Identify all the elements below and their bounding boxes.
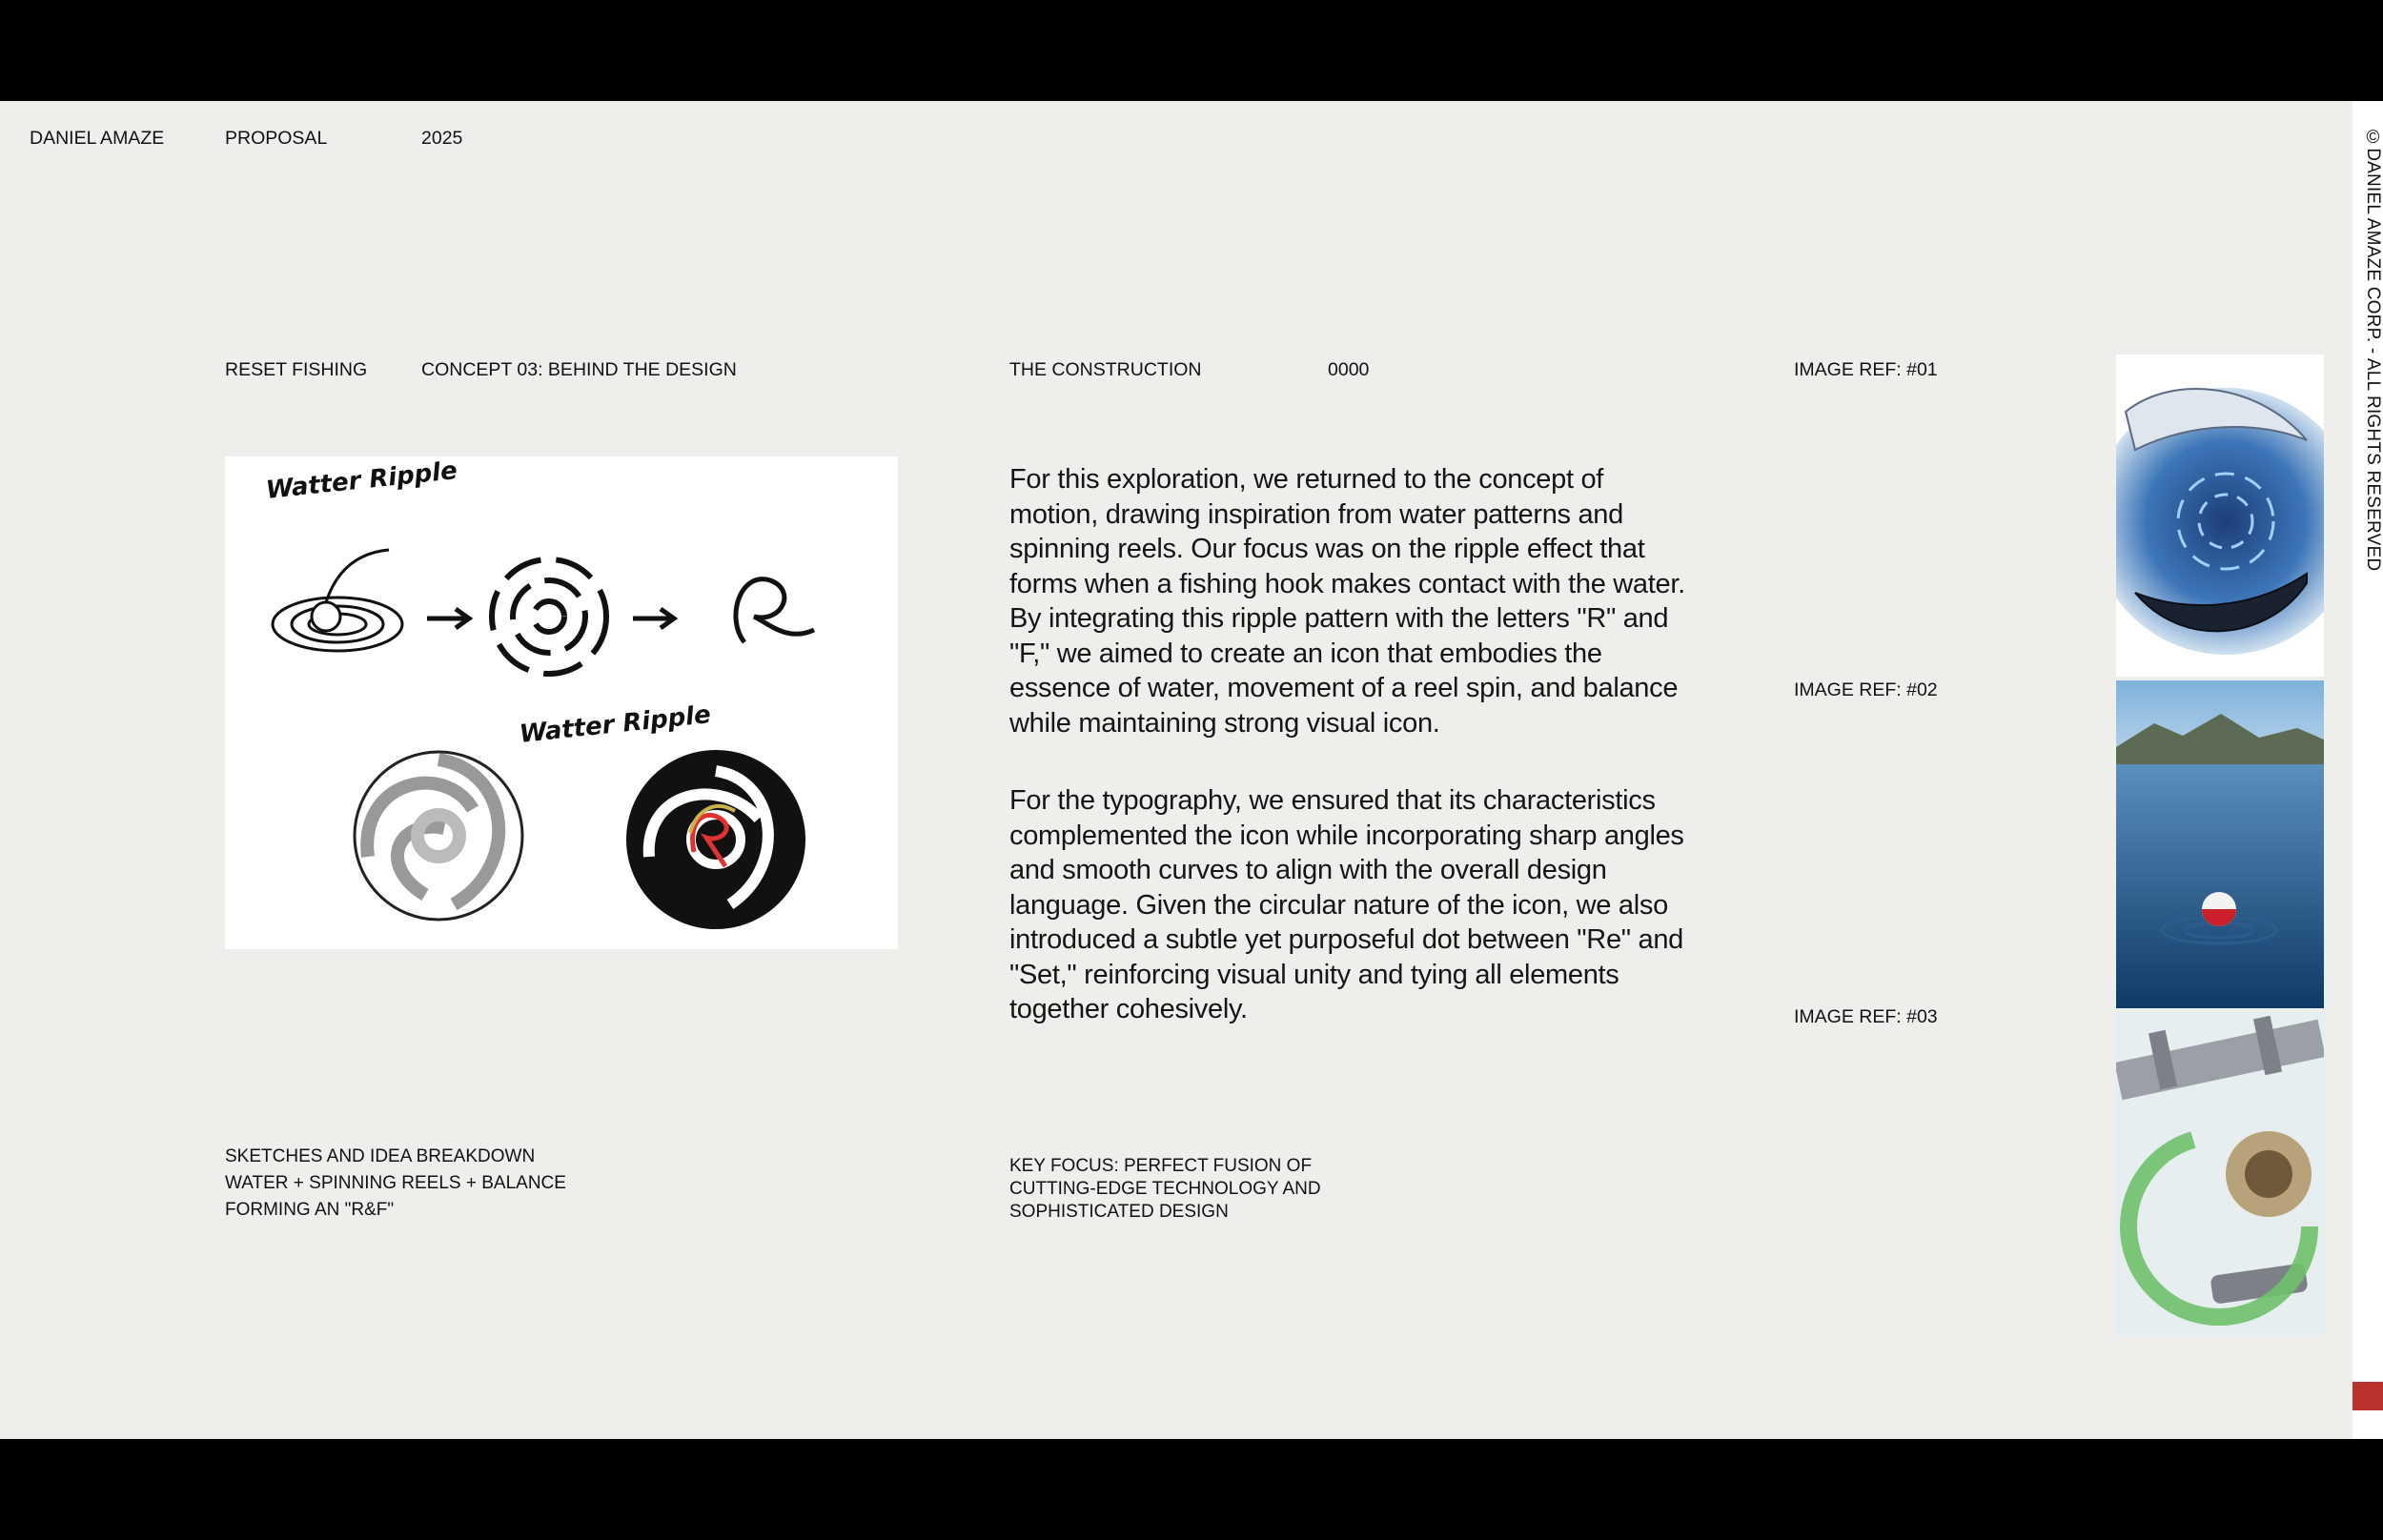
image-ref-3: IMAGE REF: #03 bbox=[1794, 1006, 1938, 1027]
sketch-label-top: Watter Ripple bbox=[264, 456, 459, 505]
caption-line: WATER + SPINNING REELS + BALANCE bbox=[225, 1173, 566, 1193]
koi-ripple-image bbox=[2116, 355, 2324, 677]
rf-logo-sketch bbox=[626, 750, 805, 929]
image-ref-2: IMAGE REF: #02 bbox=[1794, 679, 1938, 700]
spinning-reel-image bbox=[2116, 1012, 2324, 1336]
section-number: 0000 bbox=[1328, 359, 1370, 380]
caption-line: CUTTING-EDGE TECHNOLOGY AND bbox=[1009, 1179, 1321, 1199]
ripple-sketch-drawing bbox=[225, 456, 898, 949]
dashed-ripple-sketch bbox=[492, 559, 606, 674]
section-heading: THE CONSTRUCTION bbox=[1009, 359, 1202, 380]
arrow-icon bbox=[633, 609, 674, 628]
caption-line: KEY FOCUS: PERFECT FUSION OF bbox=[1009, 1156, 1313, 1176]
page-marker bbox=[2352, 1382, 2383, 1410]
body-paragraph-2 bbox=[1009, 783, 1696, 1027]
fishing-bobber-image bbox=[2116, 680, 2324, 1008]
caption-line: SKETCHES AND IDEA BREAKDOWN bbox=[225, 1146, 536, 1166]
caption-line: SOPHISTICATED DESIGN bbox=[1009, 1202, 1229, 1222]
document-year: 2025 bbox=[421, 128, 463, 149]
sketch-image bbox=[225, 456, 898, 949]
sketch-label-bottom: Watter Ripple bbox=[518, 700, 713, 749]
body-paragraph-1 bbox=[1009, 462, 1696, 740]
sketch-caption bbox=[225, 1144, 566, 1224]
key-focus-caption bbox=[1009, 1155, 1321, 1224]
image-ref-1: IMAGE REF: #01 bbox=[1794, 359, 1938, 380]
paragraph-text: For the typography, we ensured that its characteristics complemented the icon while incorporating sharp angles and smooth curves to align with the overall design language. Given the circular nature of the icon, we also introduced a subtle yet purposeful dot between "Re" and "Set," reinforcing visual unity and tying all elements together cohesively. bbox=[1009, 785, 1684, 1024]
arrow-icon bbox=[427, 609, 469, 628]
author-name: DANIEL AMAZE bbox=[30, 128, 165, 149]
paragraph-text: For this exploration, we returned to the concept of motion, drawing inspiration from water patterns and spinning reels. Our focus was on the ripple effect that forms when a fishing hook makes contact with the water. By integrating this ripple pattern with the letters "R" and "F," we aimed to create an icon that embodies the essence of water, movement of a reel spin, and balance while maintaining strong visual icon. bbox=[1009, 464, 1685, 739]
copyright-notice: ©DANIEL AMAZE CORP. - ALL RIGHTS RESERVED bbox=[2363, 128, 2383, 572]
project-name: RESET FISHING bbox=[225, 359, 368, 380]
swirl-pencil-sketch bbox=[355, 752, 522, 920]
document-type: PROPOSAL bbox=[225, 128, 328, 149]
concept-title: CONCEPT 03: BEHIND THE DESIGN bbox=[421, 359, 737, 380]
bobber-ripple-sketch bbox=[273, 550, 402, 651]
letter-r-sketch bbox=[736, 579, 814, 642]
caption-line: FORMING AN "R&F" bbox=[225, 1200, 395, 1220]
